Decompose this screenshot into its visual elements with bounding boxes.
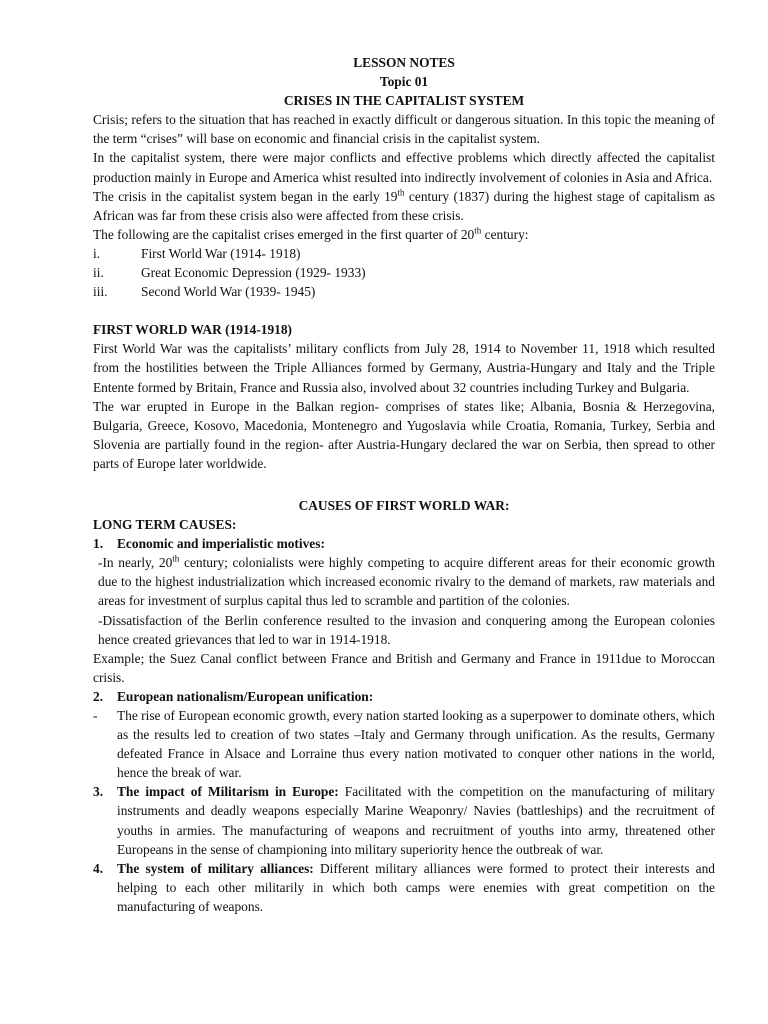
intro-paragraph-1: Crisis; refers to the situation that has reached in exactly difficult or dangerous situation. In this topic the meaning of the term “crises” will base on economic and financial crisis in the capitalist system.	[93, 112, 715, 147]
spacer	[93, 301, 715, 320]
cause-1-title: 1. Economic and imperialistic motives:	[93, 536, 325, 552]
cause-1-bullet-1: -In nearly, 20th century; colonialists were highly competing to acquire different areas for their economic growth due to the highest industrialization which increased economic rivalry to the demand of markets, raw materials and areas for investment of surplus capital thus led to scramble and partition of the colonies.	[98, 553, 715, 609]
cause-4: 4. The system of military alliances: Different military alliances were formed to protect their interests and helping to each other militarily in which both camps were enemies with great competition on the manufacturing of weapons.	[93, 860, 715, 914]
doc-title: LESSON NOTES	[353, 55, 455, 70]
intro-paragraph-3: The crisis in the capitalist system began in the early 19th century (1837) during the highest stage of capitalism as African was far from these crisis also were affected from these crisis.	[93, 187, 715, 223]
ww1-heading: FIRST WORLD WAR (1914-1918)	[93, 322, 293, 338]
topic-label: Topic 01	[379, 74, 429, 90]
cause-2-text: - The rise of European economic growth, every nation started looking as a superpower to dominate others, which as the results led to creation of two states –Italy and Germany through unification. As the results, Germany defeated France in Alsace and Lorraine thus every nation motivated to conquer other nations in the world, hence the break of war.	[93, 708, 715, 781]
intro-paragraph-2: In the capitalist system, there were major conflicts and effective problems which directly affected the capitalist production mainly in Europe and America whist resulted into indirectly involvement of colonies in Asia and Africa.	[93, 150, 715, 185]
document-content	[93, 53, 715, 916]
spacer	[93, 473, 715, 492]
cause-2-title: 2. European nationalism/European unification:	[93, 688, 374, 704]
cause-1-bullet-2: -Dissatisfaction of the Berlin conference resulted to the invasion and conquering among the European colonies hence created grievances that led to war in 1914-1918.	[98, 612, 715, 647]
crisis-list-item: ii. Great Economic Depression (1929- 1933)	[93, 265, 366, 281]
intro-paragraph-4: The following are the capitalist crises emerged in the first quarter of 20th century:	[93, 225, 529, 242]
ww1-paragraph-1: First World War was the capitalists’ military conflicts from July 28, 1914 to November 11, 1918 which resulted from the hostilities between the Triple Alliances formed by Germany, Austria-Hungary and Italy and the Triple Entente formed by Britain, France and Russia also, involved about 32 countries including Turkey and Bulgaria.	[93, 341, 715, 395]
ww1-paragraph-2: The war erupted in Europe in the Balkan region- comprises of states like; Albania, Bosnia & Herzegovina, Bulgaria, Greece, Kosovo, Macedonia, Montenegro and Yugoslavia while Croatia, Romania, Turkey, Serbia and Slovenia are partially found in the region- after Austria-Hungary declared the war on Serbia, then spread to other parts of Europe later worldwide.	[93, 398, 715, 471]
cause-3: 3. The impact of Militarism in Europe: Facilitated with the competition on the manufacturing of military instruments and deadly weapons especially Marine Weaponry/ Navies (battleships) and the recruitment of youths in armies. The manufacturing of weapons and recruitment of youths into army, threatened other Europeans in the sense of championing into military superiority hence the outbreak of war.	[93, 784, 715, 857]
long-term-heading: LONG TERM CAUSES:	[93, 517, 237, 533]
topic-subtitle: CRISES IN THE CAPITALIST SYSTEM	[283, 93, 525, 109]
crisis-list-item: iii. Second World War (1939- 1945)	[93, 284, 316, 300]
causes-heading: CAUSES OF FIRST WORLD WAR:	[298, 497, 510, 513]
crisis-list-item: i. First World War (1914- 1918)	[93, 245, 301, 261]
cause-1-example: Example; the Suez Canal conflict between France and British and Germany and France in 1911due to Moroccan crisis.	[93, 650, 715, 685]
